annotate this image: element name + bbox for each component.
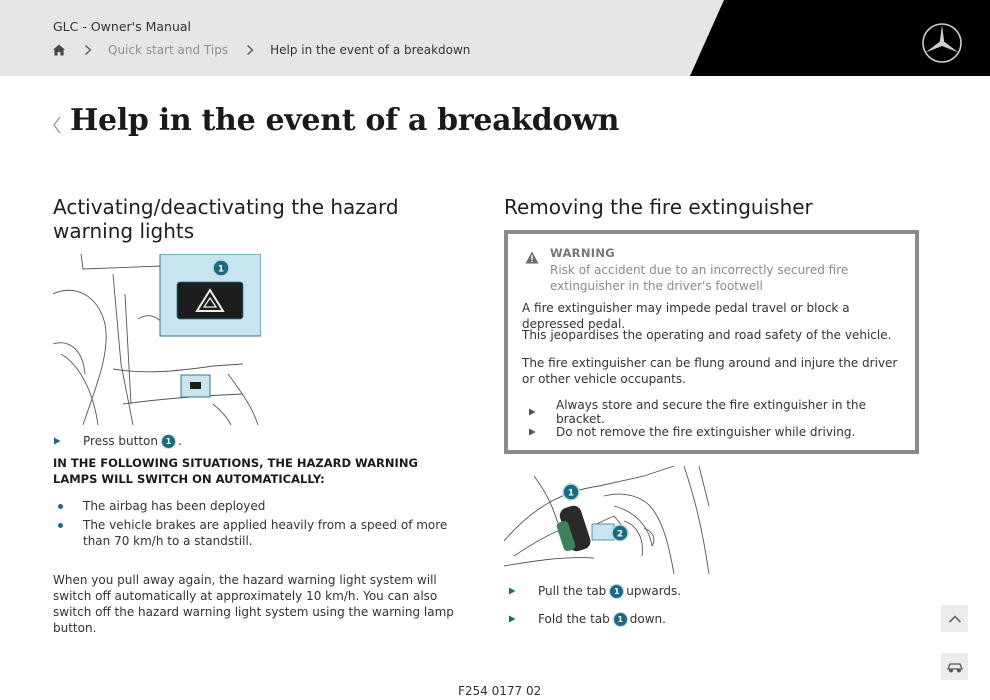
bullet-dot [58, 504, 63, 509]
callout-number: 1 [567, 488, 575, 499]
home-icon[interactable] [52, 43, 66, 57]
auto-hazard-heading: IN THE FOLLOWING SITUATIONS, THE HAZARD WARNING LAMPS WILL SWITCH ON AUTOMATICALLY: [53, 456, 418, 486]
mercedes-star-logo[interactable] [921, 22, 963, 64]
page-title: Help in the event of a breakdown [70, 103, 620, 138]
step-arrow-icon [508, 587, 516, 595]
auto-hazard-list [53, 498, 453, 552]
warning-step [528, 425, 855, 439]
section-heading-hazard: Activating/deactivating the hazard warning lights [53, 195, 399, 243]
step-text: Pull the tab [538, 584, 607, 598]
warning-box [504, 230, 919, 454]
figure-code: F254 0177 02 [458, 684, 542, 698]
breadcrumb-quick-start[interactable]: Quick start and Tips [108, 43, 229, 57]
step-fold-tab [508, 612, 666, 626]
section-heading-fire-extinguisher: Removing the fire extinguisher [504, 195, 813, 219]
breadcrumb-current: Help in the event of a breakdown [270, 43, 471, 57]
chevron-right-icon [82, 44, 94, 56]
warning-step-text: Always store and secure the fire extinguisher in the bracket. [556, 398, 866, 426]
warning-step-text: Do not remove the fire extinguisher while driving. [556, 425, 856, 439]
chevron-right-icon [244, 44, 256, 56]
list-item-text: The vehicle brakes are applied heavily from a speed of more than 70 km/h to a standstill. [83, 518, 448, 548]
hazard-button-illustration [53, 254, 261, 425]
warning-step [528, 398, 915, 426]
warning-paragraph: This jeopardises the operating and road safety of the vehicle. [522, 328, 892, 342]
warning-title: WARNING [550, 246, 615, 260]
chevron-up-icon [947, 611, 963, 627]
step-arrow-icon [53, 437, 61, 445]
fire-extinguisher-illustration [504, 466, 712, 574]
vehicle-selector-button[interactable] [941, 653, 968, 680]
breadcrumb [52, 41, 470, 59]
manual-title[interactable]: GLC - Owner's Manual [53, 19, 191, 34]
scroll-to-top-button[interactable] [941, 605, 968, 632]
warning-paragraph: A fire extinguisher may impede pedal travel or block a depressed pedal. [522, 301, 850, 331]
hazard-paragraph: When you pull away again, the hazard warning light system will switch off automatically at approximately 10 km/h. You can also switch off the hazard warning light system using the warning lamp button. [53, 573, 454, 635]
bullet-dot [58, 523, 63, 528]
step-text: Press button [83, 434, 158, 448]
number-badge: 1 [614, 613, 627, 626]
list-item [53, 498, 453, 514]
warning-subtitle: Risk of accident due to an incorrectly secured fire extinguisher in the driver's footwell [550, 263, 849, 293]
list-item-text: The airbag has been deployed [83, 499, 266, 513]
car-icon [946, 660, 964, 674]
step-suffix: . [177, 434, 182, 448]
callout-number: 2 [616, 529, 624, 540]
step-text: Fold the tab [538, 612, 610, 626]
step-arrow-icon [528, 408, 536, 416]
callout-number: 1 [217, 264, 225, 275]
back-chevron-icon[interactable] [50, 114, 64, 136]
number-badge: 1 [610, 585, 623, 598]
step-pull-tab [508, 584, 681, 598]
step-suffix: down. [629, 612, 666, 626]
step-suffix: upwards. [626, 584, 682, 598]
warning-paragraph: The fire extinguisher can be flung around and injure the driver or other vehicle occupants. [522, 356, 898, 386]
warning-triangle-icon [525, 251, 539, 264]
step-press-button [53, 434, 182, 448]
step-arrow-icon [508, 615, 516, 623]
step-arrow-icon [528, 428, 536, 436]
list-item [53, 517, 453, 549]
number-badge: 1 [162, 435, 175, 448]
